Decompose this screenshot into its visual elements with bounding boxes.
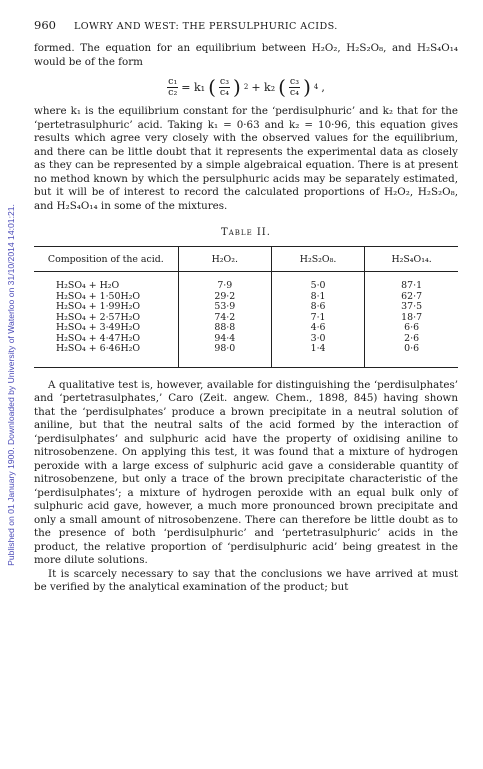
cell-composition: H₂SO₄ + 3·49H₂O [56,322,141,333]
cell-h2o2: 88·8 [178,323,271,334]
lhs-numerator: c₁ [168,75,178,87]
table-row [34,302,458,313]
cell-h2s4o14: 87·1 [365,272,458,292]
header-h2s2o8: H₂S₂O₈. [271,247,364,272]
cell-h2s2o8: 7·1 [271,313,364,324]
cell-h2o2: 98·0 [178,344,271,367]
open-paren-2: ( [278,75,286,99]
cell-h2s4o14: 18·7 [365,313,458,324]
paragraph-equilibrium-constants: where k₁ is the equilibrium constant for the ‘perdisulphuric’ and k₂ that for the ‘pertetrasulphuric’ acid. Taking k₁ = 0·63 and k₂ = 10·96, this equation gives results which agree very closely with the observed values for the equilibrium, and there can be little doubt that it represents the experimental data as closely as they can be represented by a simple algebraical equation. There is at present no method known by which the persulphuric acids may be separately estimated, but it will be of interest to record the calculated proportions of H₂O₂, H₂S₂O₈, and H₂S₄O₁₄ in some of the mixtures. [34,105,458,212]
cell-h2s4o14: 37·5 [365,302,458,313]
cell-composition: H₂SO₄ + 6·46H₂O [34,344,178,367]
cell-h2o2: 29·2 [178,292,271,303]
power-2: 4 [313,83,319,91]
fraction-1-denominator: c₄ [219,86,230,98]
close-paren-1: ) [233,75,241,99]
cell-composition: H₂SO₄ + 4·47H₂O [56,332,141,344]
cell-h2s4o14: 0·6 [365,344,458,367]
cell-h2s2o8: 4·6 [271,323,364,334]
fraction-2-denominator: c₄ [289,86,300,98]
cell-h2o2: 53·9 [178,302,271,313]
cell-h2s2o8: 3·0 [271,334,364,345]
equation-trailing-comma: , [321,80,325,94]
running-title: LOWRY AND WEST: THE PERSULPHURIC ACIDS. [73,21,338,32]
composition-table [34,246,458,368]
cell-h2s4o14: 2·6 [365,334,458,345]
equals-k1: = k₁ [181,80,206,94]
header-composition: Composition of the acid. [34,247,178,272]
table-row [34,323,458,334]
equation-lhs-fraction [167,77,178,98]
table-header-row [34,247,458,272]
paragraph-conclusion: It is scarcely necessary to say that the conclusions we have arrived at must be verified by the analytical examination of the product; but [34,567,458,593]
paragraph-equation-intro: formed. The equation for an equilibrium between H₂O₂, H₂S₂O₈, and H₂S₄O₁₄ would be of the form [34,42,458,68]
cell-h2o2: 74·2 [178,313,271,324]
cell-composition: H₂SO₄ + 1·99H₂O [56,301,141,312]
header-h2o2: H₂O₂. [178,247,271,272]
table-row [34,272,458,292]
paragraph-qualitative-test: A qualitative test is, however, available for distinguishing the ‘perdisulphates’ and ‘pertetrasulphates,’ Caro (Zeit. angew. Chem., 1898, 845) having shown that the ‘perdisulphates’ produce a brown precipitate in a neutral solution of aniline, but that the neutral salts of the acid formed by the interaction of ‘perdisulphates’ and sulphuric acid have the property of oxidising aniline to nitrosobenzene. On applying this test, it was found that a mixture of hydrogen peroxide with a large excess of sulphuric acid gave a considerable quantity of nitrosobenzene, but only a trace of the brown precipitate characteristic of the ‘perdisulphates’; a mixture of hydrogen peroxide with an equal bulk only of sulphuric acid gave, however, a much more pronounced brown precipitate and only a small amount of nitrosobenzene. There can therefore be little doubt as to the presence of both ‘perdisulphuric’ and ‘pertetrasulphuric’ acids in the product, the relative proportion of ‘perdisulphuric acid’ being greatest in the more dilute solutions. [34,378,458,566]
cell-h2s4o14: 62·7 [365,292,458,303]
cell-h2o2: 94·4 [178,334,271,345]
fraction-1-numerator: c₃ [219,75,230,87]
cell-h2o2: 7·9 [178,272,271,292]
equation-fraction-2 [289,77,300,98]
cell-composition: H₂SO₄ + 2·57H₂O [56,311,141,323]
page-number: 960 [34,18,56,32]
cell-h2s2o8: 8·1 [271,292,364,303]
lhs-denominator: c₂ [168,86,178,98]
cell-h2s2o8: 5·0 [271,272,364,292]
table-caption: Table II. [221,227,271,238]
cell-h2s2o8: 1·4 [271,344,364,367]
equilibrium-equation [34,69,458,105]
power-1: 2 [243,83,249,91]
plus-k2: + k₂ [251,80,276,94]
fraction-2-numerator: c₃ [289,75,300,87]
download-watermark [0,40,22,730]
open-paren-1: ( [208,75,216,99]
cell-h2s2o8: 8·6 [271,302,364,313]
page-content [34,18,458,595]
page-header [34,18,458,42]
equation-fraction-1 [219,77,230,98]
cell-composition: H₂SO₄ + 1·50H₂O [56,290,141,302]
table-row [34,344,458,367]
download-watermark-text: Published on 01 January 1900. Downloaded by University of Waterloo on 31/10/2014 14:01:21. [6,204,17,566]
close-paren-2: ) [303,75,311,99]
cell-composition: H₂SO₄ + H₂O [56,280,120,291]
cell-h2s4o14: 6·6 [365,323,458,334]
header-h2s4o14: H₂S₄O₁₄. [365,247,458,272]
